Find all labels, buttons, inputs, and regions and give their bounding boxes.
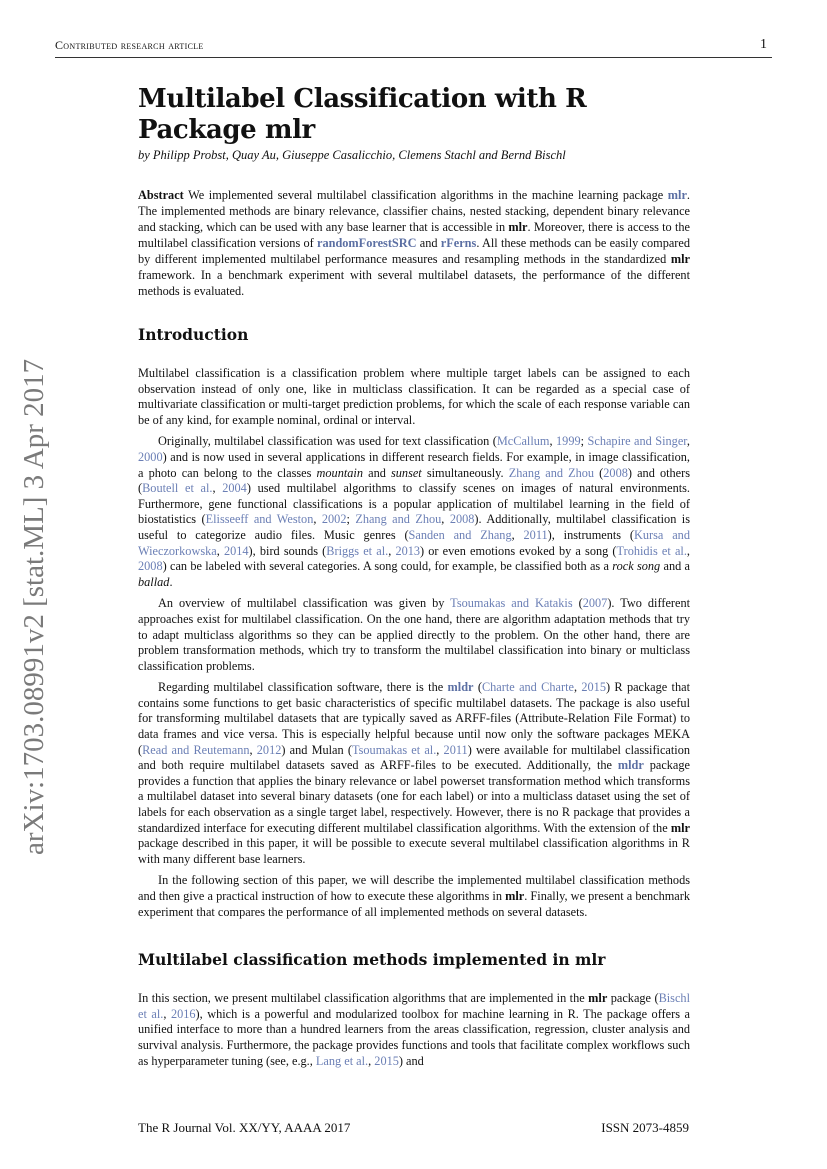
issn: ISSN 2073-4859 — [601, 1120, 689, 1135]
arxiv-stamp: arXiv:1703.08991v2 [stat.ML] 3 Apr 2017 — [18, 358, 50, 855]
citation-link[interactable]: 2011 — [443, 742, 468, 757]
package-name: mlr — [508, 220, 528, 234]
section-heading-introduction: Introduction — [138, 325, 249, 344]
journal-info: The R Journal Vol. XX/YY, AAAA 2017 — [138, 1120, 351, 1135]
citation-link[interactable]: 2004 — [222, 481, 247, 496]
citation-link[interactable]: Tsoumakas et al. — [351, 742, 437, 757]
citation-link[interactable]: Kursa and Wieczorkowska — [138, 527, 690, 558]
citation-link[interactable]: Boutell et al. — [142, 481, 213, 496]
citation-link[interactable]: Schapire and Singer — [587, 434, 687, 449]
citation-link[interactable]: 2014 — [223, 543, 249, 558]
package-link[interactable]: mlr — [667, 188, 687, 202]
abstract — [138, 187, 690, 299]
citation-link[interactable]: Sanden and Zhang — [408, 527, 512, 542]
citation-link[interactable]: Read and Reutemann — [142, 742, 250, 757]
citation-link[interactable]: 2008 — [138, 559, 163, 574]
citation-link[interactable]: 2000 — [138, 449, 163, 464]
author-list: by Philipp Probst, Quay Au, Giuseppe Casalicchio, Clemens Stachl and Bernd Bischl — [138, 148, 566, 162]
package-name: mlr — [670, 252, 690, 266]
abstract-text: . All these methods can be easily compared by different implemented multilabel performance measures and resampling methods in the standardized — [138, 236, 690, 266]
abstract-text: framework. In a benchmark experiment with several multilabel datasets, the performance of the different methods is evaluated. — [138, 268, 690, 298]
package-name: mlr — [505, 889, 525, 903]
paragraph: Multilabel classification is a classification problem where multiple target labels can be assigned to each observation instead of only one, like in multiclass classification. It can be regarded as a special case of multivariate classification or multi-target prediction problems, for which the scale of each response variable can be of any kind, for example nominal, ordinal or interval. — [138, 366, 690, 427]
citation-link[interactable]: 2007 — [582, 596, 608, 611]
citation-link[interactable]: McCallum — [496, 434, 550, 449]
citation-link[interactable]: 2016 — [170, 1006, 196, 1021]
package-link[interactable]: rFerns — [440, 236, 477, 250]
paragraph: Originally, multilabel classification was used for text classification (McCallum, 1999; Schapire and Singer, 2000) and is now used in several applications in different research fields. For example, in image classification, a photo can belong to the classes mountain and sunset simultaneously. Zhang and Zhou (2008) and others (Boutell et al., 2004) used multilabel algorithms to classify scenes on images of natural environments. Furthermore, gene functional classifications is a popular application of multilabel learning in the field of biostatistics (Elisseeff and Weston, 2002; Zhang and Zhou, 2008). Additionally, multilabel classification is useful to categorize audio files. Music genres (Sanden and Zhang, 2011), instruments (Kursa and Wieczorkowska, 2014), bird sounds (Briggs et al., 2013) or even emotions evoked by a song (Trohidis et al., 2008) can be labeled with several categories. A song could, for example, be classified both as a rock song and a ballad. — [138, 434, 691, 589]
section-heading-methods: Multilabel classification methods implemented in mlr — [138, 950, 606, 970]
package-link[interactable]: mldr — [447, 680, 474, 695]
paragraph: Regarding multilabel classification software, there is the mldr (Charte and Charte, 2015) R package that contains some functions to get basic characteristics of specific multilabel datasets. The package is also useful for transforming multilabel datasets that are typically saved as ARFF-files (Attribute-Relation File Format) to data frames and vice versa. This is especially helpful because until now only the software packages MEKA (Read and Reutemann, 2012) and Mulan (Tsoumakas et al., 2011) were available for multilabel classification and both require multilabel datasets saved as ARFF-files to be executed. Additionally, the mldr package provides a function that applies the binary relevance or label powerset transformation method which transforms a multilabel dataset into several binary datasets (one for each label) or into a multiclass dataset using the set of labels for each observation as a single target label, respectively. However, there is no R package that provides a standardized interface for executing different multilabel classification algorithms. With the extension of the mlr package described in this paper, it will be possible to execute several multilabel classification algorithms in R with many different base learners. — [138, 680, 691, 866]
citation-link[interactable]: Lang et al. — [315, 1053, 369, 1068]
citation-link[interactable]: 2008 — [603, 465, 628, 480]
citation-link[interactable]: Trohidis et al. — [616, 543, 687, 558]
abstract-text: We implemented several multilabel classification algorithms in the machine learning package — [183, 188, 668, 202]
abstract-label: Abstract — [138, 188, 184, 202]
paragraph: In the following section of this paper, we will describe the implemented multilabel classification methods and then give a practical instruction of how to execute these algorithms in mlr. Finally, we present a benchmark experiment that compares the performance of all implemented methods on several datasets. — [138, 873, 691, 919]
package-link[interactable]: randomForestSRC — [317, 236, 417, 250]
page-number: 1 — [760, 37, 767, 52]
paragraph: An overview of multilabel classification was given by Tsoumakas and Katakis (2007). Two different approaches exist for multilabel classification. On the one hand, there are algorithm adaptation methods that try to adapt multiclass algorithms so they can be applied directly to the problem. On the other hand, there are problem transformation methods, which try to transform the multilabel classification into binary or multiclass classification problems. — [138, 596, 691, 673]
citation-link[interactable]: Elisseeff and Weston — [205, 512, 314, 527]
citation-link[interactable]: 2012 — [256, 742, 282, 757]
citation-link[interactable]: 2008 — [449, 512, 475, 527]
citation-link[interactable]: Briggs et al. — [326, 543, 389, 558]
citation-link[interactable]: 2011 — [523, 527, 548, 542]
citation-link[interactable]: 2013 — [395, 543, 421, 558]
article-body — [138, 84, 690, 1069]
citation-link[interactable]: Zhang and Zhou — [355, 512, 442, 527]
citation-link[interactable]: 1999 — [556, 434, 581, 449]
running-header: Contributed research article — [55, 38, 204, 52]
abstract-text: . The implemented methods are binary relevance, classifier chains, nested stacking, dependent binary relevance and stacking, which can be used with any base learner that is accessible in — [138, 188, 690, 234]
paper-title: Multilabel Classification with R Package mlr — [138, 84, 587, 145]
citation-link[interactable]: 2002 — [321, 512, 347, 527]
abstract-text: . Moreover, there is access to the multilabel classification versions of — [138, 220, 690, 250]
citation-link[interactable]: Charte and Charte — [481, 680, 574, 695]
citation-link[interactable]: Bischl et al. — [138, 991, 690, 1021]
package-name: mlr — [588, 991, 608, 1006]
citation-link[interactable]: 2015 — [374, 1053, 399, 1068]
package-link[interactable]: mldr — [617, 758, 644, 773]
citation-link[interactable]: Zhang and Zhou — [508, 465, 595, 480]
paragraph: In this section, we present multilabel classification algorithms that are implemented in the mlr package (Bischl et al., 2016), which is a powerful and modularized toolbox for machine learning in R. The package offers a unified interface to more than a hundred learners from the areas classification, regression, cluster analysis and survival analysis. Furthermore, the package provides functions and tools that facilitate complex workflows such as hyperparameter tuning (see, e.g., Lang et al., 2015) and — [138, 991, 690, 1068]
citation-link[interactable]: 2015 — [581, 680, 606, 695]
header-rule — [55, 57, 772, 58]
abstract-text: and — [416, 236, 441, 250]
citation-link[interactable]: Tsoumakas and Katakis — [450, 596, 573, 611]
package-name: mlr — [670, 820, 690, 835]
